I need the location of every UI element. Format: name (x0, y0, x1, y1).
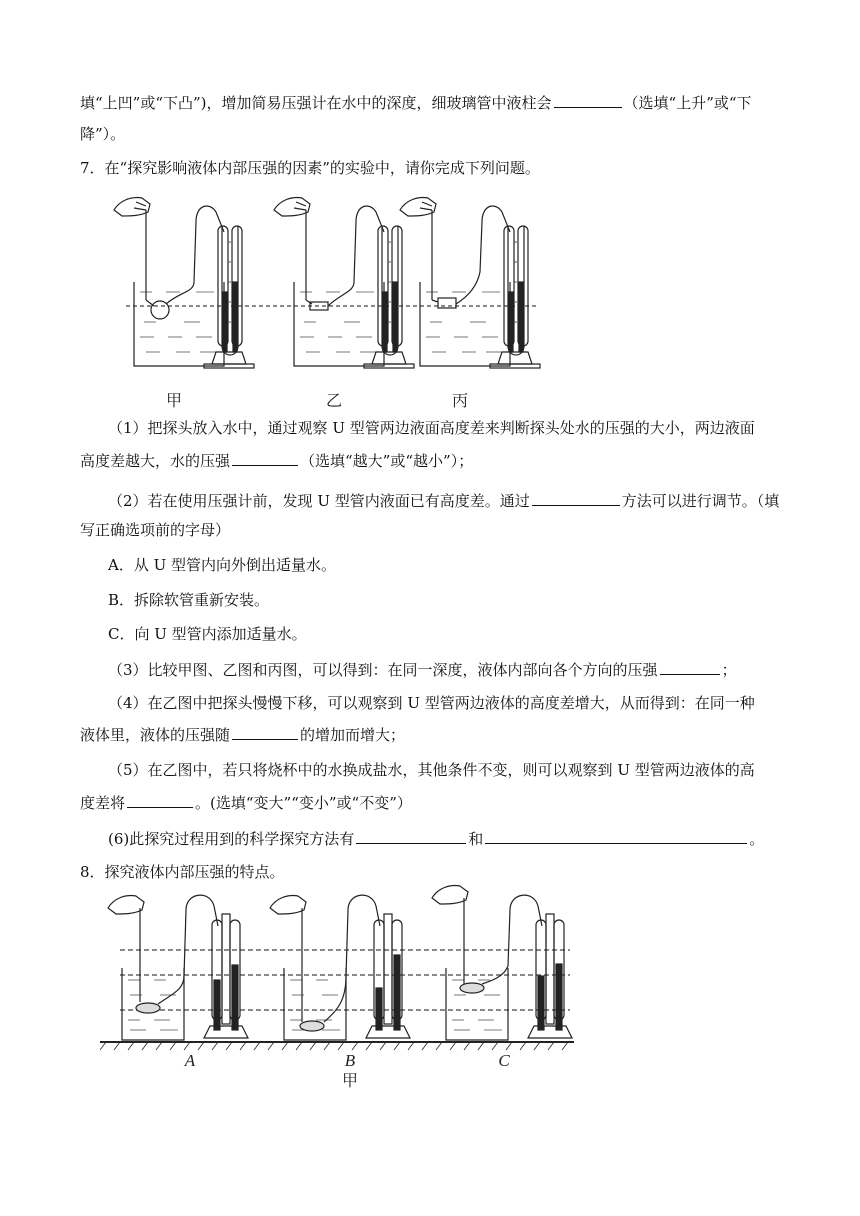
q7-part2-text-b: 方法可以进行调节。（填 (621, 492, 780, 510)
option-c-text: C．向 U 型管内添加适量水。 (108, 625, 307, 643)
top-text-1b: （选填“上升”或“下 (623, 94, 752, 112)
text-line (80, 124, 780, 144)
q7-part4-text-c: 的增加而增大； (300, 726, 406, 744)
q7-part1-line2 (80, 450, 780, 471)
q7-part1-text-b: 高度差越大，水的压强 (80, 452, 231, 470)
setup-b (270, 895, 410, 1040)
q7-part4-line2 (80, 724, 780, 745)
answer-blank[interactable] (554, 92, 622, 108)
fig-label-bing: 丙 (451, 393, 469, 410)
q7-part2-text: （2）若在使用压强计前，发现 U 型管内液面已有高度差。通过 (108, 492, 530, 510)
q7-part6-text-b: 和 (468, 830, 484, 848)
q7-option-b (108, 590, 808, 610)
question-7-title-text: 7．在“探究影响液体内部压强的因素”的实验中，请你完成下列问题。 (80, 159, 540, 177)
q7-part2-text-c: 写正确选项前的字母） (80, 521, 231, 539)
setup-jia (114, 198, 254, 369)
setup-yi (274, 198, 414, 369)
q7-part4-line1 (108, 693, 808, 713)
q7-part5-text-c: 。(选填“变大”“变小”或“不变”） (195, 794, 412, 812)
q7-part1-line1 (108, 418, 808, 438)
q7-option-a (108, 555, 808, 575)
q7-part4-text: （4）在乙图中把探头慢慢下移，可以观察到 U 型管两边液体的高度差增大，从而得到：在同一种 (108, 694, 755, 712)
q7-part6-text: (6)此探究过程用到的科学探究方法有 (108, 830, 355, 848)
figure-q7-apparatus (96, 182, 556, 414)
option-b-text: B．拆除软管重新安装。 (108, 591, 270, 609)
q7-option-c (108, 624, 808, 644)
answer-blank[interactable] (485, 828, 747, 844)
fig-label-yi: 乙 (325, 393, 343, 410)
q7-part5-text: （5）在乙图中，若只将烧杯中的水换成盐水，其他条件不变，则可以观察到 U 型管两边液体的高 (108, 761, 755, 779)
q7-part6 (108, 828, 808, 849)
answer-blank[interactable] (232, 724, 298, 740)
answer-blank[interactable] (660, 659, 720, 675)
fig-label-jia: 甲 (165, 393, 183, 410)
setup-a (108, 895, 248, 1040)
answer-blank[interactable] (532, 490, 620, 506)
top-text-1a: 填“上凹”或“下凸”)，增加简易压强计在水中的深度，细玻璃管中液柱会 (80, 94, 552, 112)
fig-label-b: B (344, 1051, 356, 1070)
question-7-title (80, 158, 780, 178)
q7-part3 (108, 659, 808, 680)
fig-caption-jia: 甲 (341, 1073, 359, 1090)
text-line (80, 92, 780, 113)
q7-part5-line2 (80, 792, 780, 813)
setup-bing (400, 198, 540, 369)
q7-part1-text-c: （选填“越大”或“越小”）； (300, 452, 474, 470)
q7-part5-line1 (108, 760, 808, 780)
q7-part1-text: （1）把探头放入水中，通过观察 U 型管两边液面高度差来判断探头处水的压强的大小，两边液面 (108, 419, 755, 437)
figure-q8-apparatus (100, 880, 580, 1092)
fig-label-a: A (184, 1051, 196, 1070)
setup-c (432, 886, 572, 1041)
q7-part3-text-b: ； (721, 661, 737, 679)
answer-blank[interactable] (127, 792, 193, 808)
question-8-title-text: 8．探究液体内部压强的特点。 (80, 863, 285, 881)
answer-blank[interactable] (356, 828, 466, 844)
q7-part4-text-b: 液体里，液体的压强随 (80, 726, 231, 744)
q7-part2-line2 (80, 520, 780, 540)
top-text-2: 降”）。 (80, 125, 126, 143)
q7-part3-text: （3）比较甲图、乙图和丙图，可以得到：在同一深度，液体内部向各个方向的压强 (108, 661, 658, 679)
question-8-title (80, 862, 780, 882)
fig-label-c: C (498, 1051, 510, 1070)
answer-blank[interactable] (232, 450, 298, 466)
q7-part5-text-b: 度差将 (80, 794, 126, 812)
q7-part6-text-c: 。 (749, 830, 765, 848)
option-a-text: A．从 U 型管内向外倒出适量水。 (108, 556, 337, 574)
q7-part2-line1 (108, 490, 808, 511)
